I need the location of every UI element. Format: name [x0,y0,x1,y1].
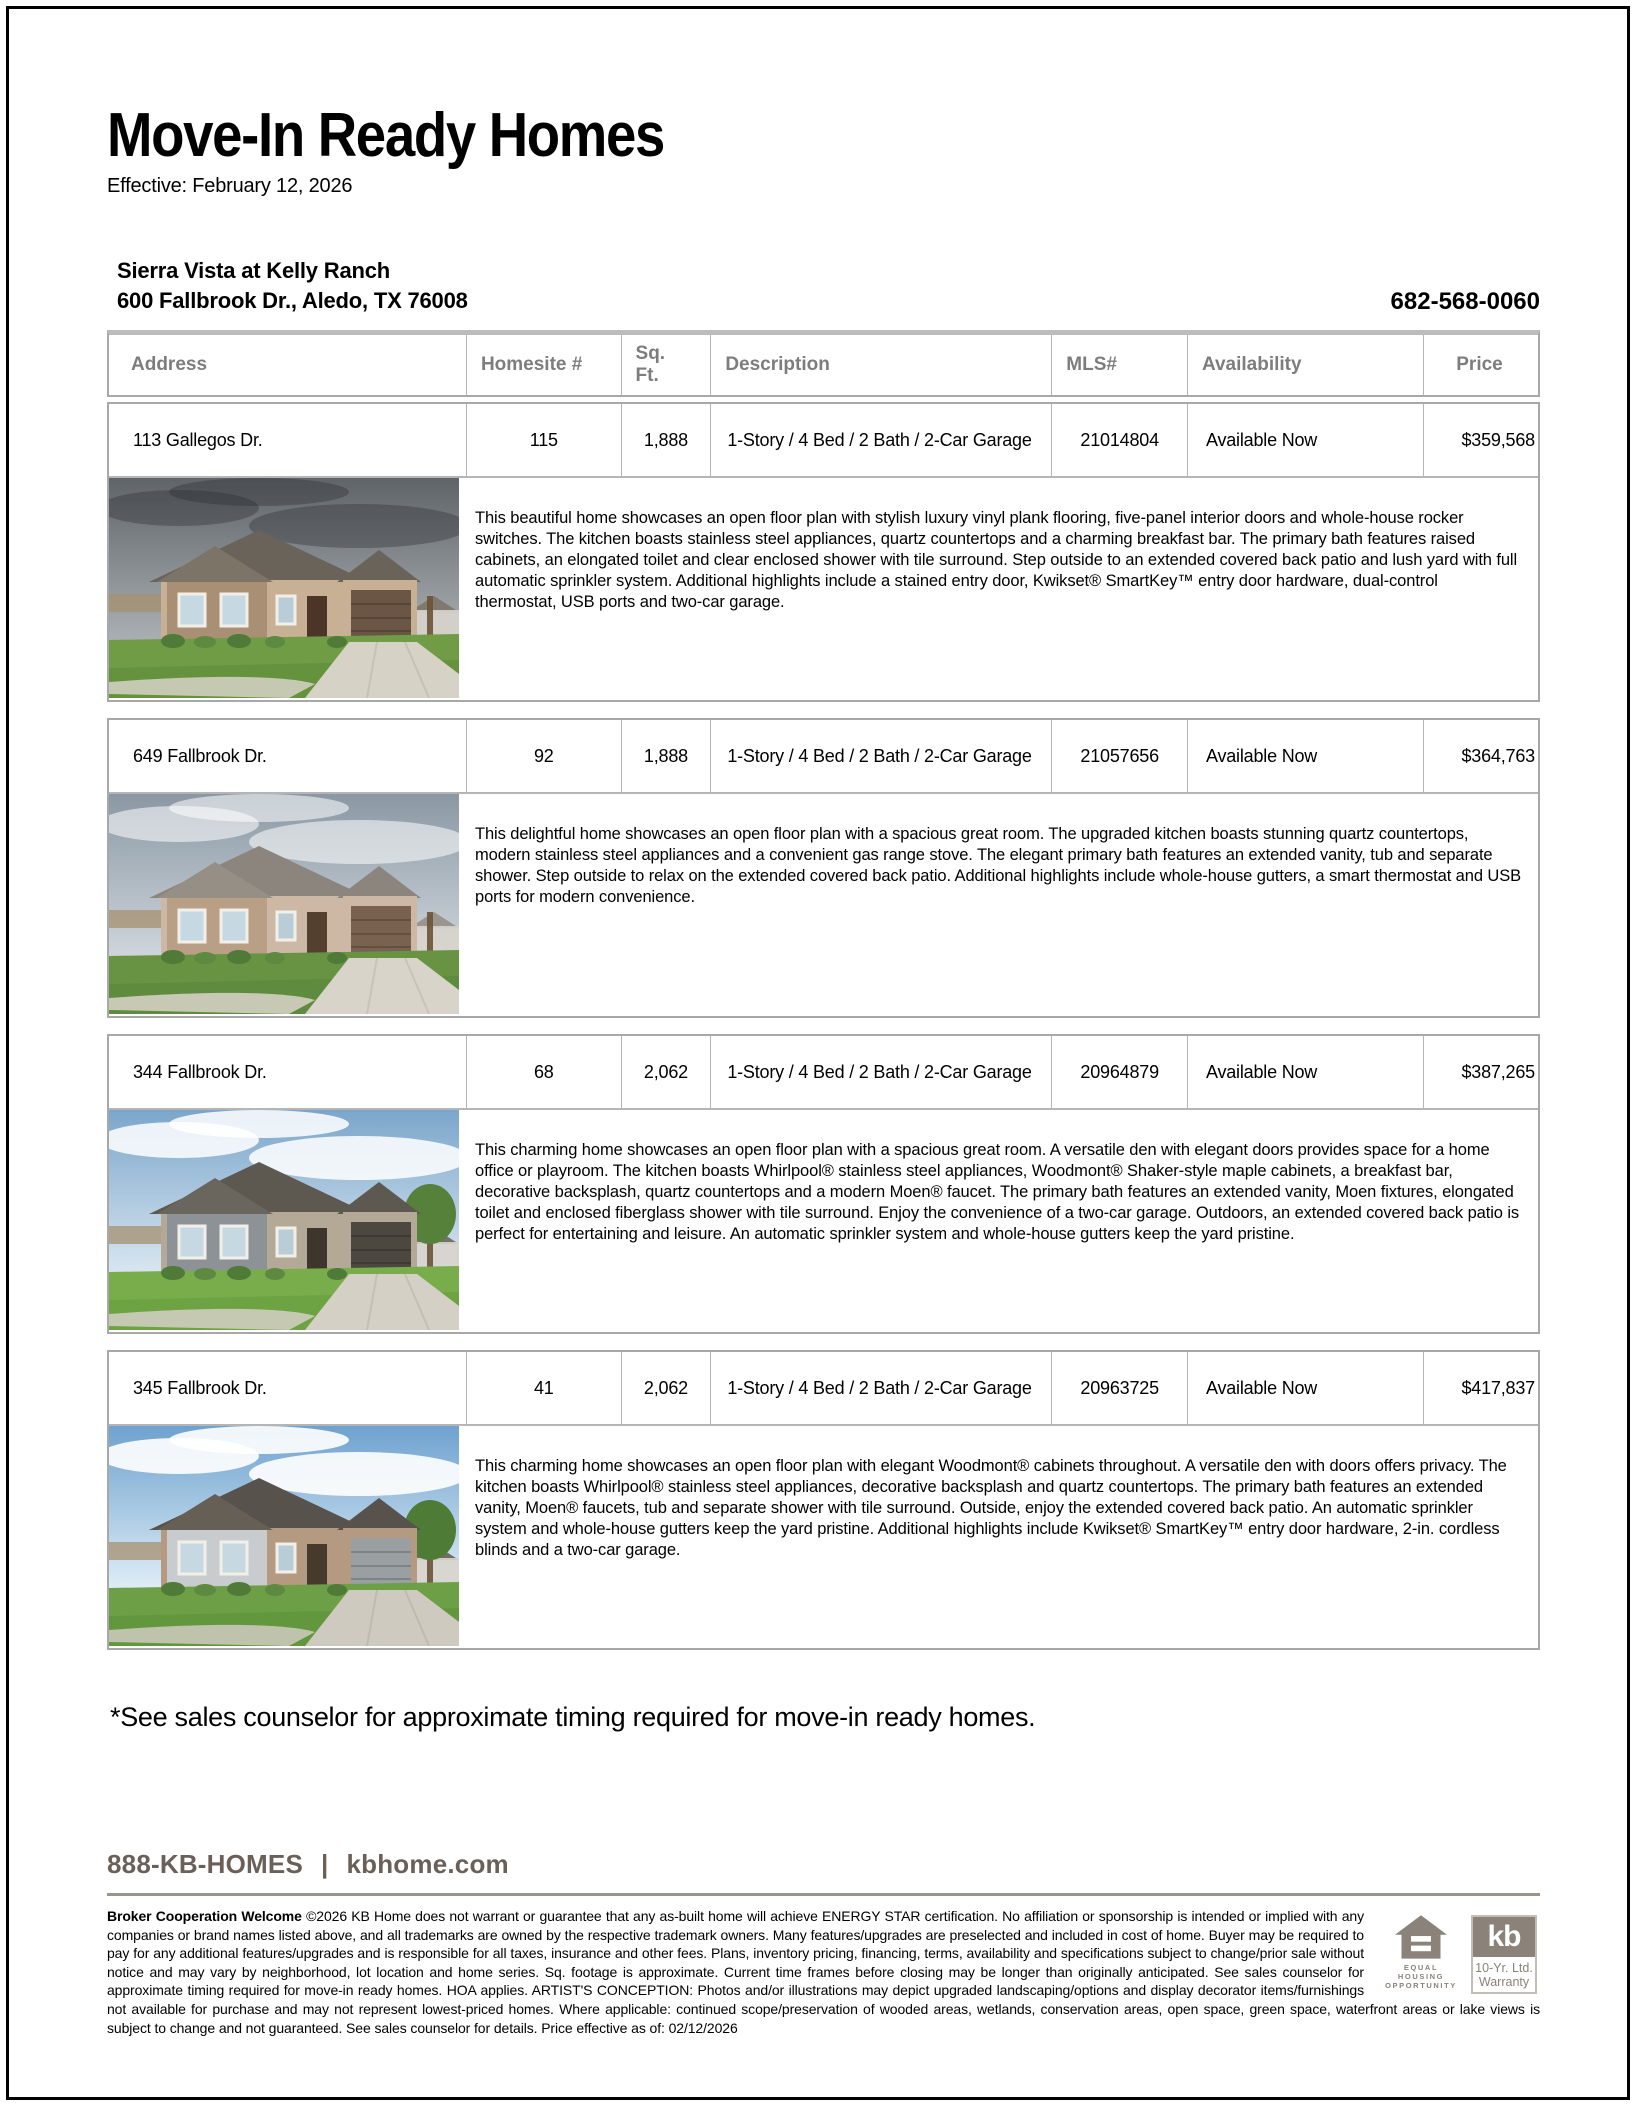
listing-sqft: 1,888 [621,720,711,792]
listing-availability: Available Now [1187,1036,1423,1108]
listing-mls: 20963725 [1051,1352,1187,1424]
footer-phone: 888-KB-HOMES [107,1849,303,1879]
listing-description: 1-Story / 4 Bed / 2 Bath / 2-Car Garage [710,1352,1051,1424]
listing-homesite: 68 [466,1036,621,1108]
listing-details-text: This delightful home showcases an open floor plan with a spacious great room. The upgraded kitchen boasts stunning quartz countertops, modern stainless steel appliances and a convenient gas range stove. The elegant primary bath features an extended vanity, tub and separate shower. Step outside to relax on the extended covered back patio. Additional highlights include whole-house gutters, a smart thermostat and USB ports for modern convenience. [475,825,1522,906]
table-row [109,1352,1538,1426]
disclaimer-body: ©2026 KB Home does not warrant or guarantee that any as-built home will achieve ENERGY STAR certification. No affiliation or sponsorship is intended or implied with any companies or brand names listed above, and all trademarks are owned by the respective trademark owners. Many features/upgrades are preselected and included in cost of home. Buyer may be required to pay for any additional features/upgrades and is responsible for all taxes, insurance and other fees. Plans, inventory pricing, financing, terms, availability and specifications subject to change/prior sale without notice and may vary by neighborhood, lot location and home series. Sq. footage is approximate. Current time frames before closing may be longer than originally anticipated. See sales counselor for approximate timing required for move-in ready homes. HOA applies. ARTIST'S CONCEPTION: Photos and/or illustrations may depict upgraded landscaping/options and display decorator items/furnishings not available for purchase and may not represent lowest-priced homes. Where applicable: continued scope/preservation of wooded areas, wetlands, conservation areas, open space, green space, waterfront areas or lake views is subject to change and not guaranteed. See sales counselor for details. Price effective as of: 02/12/2026 [107,1908,1540,2036]
listing-photo [109,1110,459,1330]
listing-mls: 21014804 [1051,404,1187,476]
community-name: Sierra Vista at Kelly Ranch [117,258,390,283]
listing-photo [109,1426,459,1646]
legal-disclaimer-section [107,1907,1540,2037]
header-cell-price: Price [1423,335,1538,395]
listing-mls: 20964879 [1051,1036,1187,1108]
table-header-row [107,330,1540,397]
listing-availability: Available Now [1187,1352,1423,1424]
listing-address: 113 Gallegos Dr. [133,429,263,450]
kb-logo: kb [1473,1917,1535,1957]
legal-disclaimer-text [107,1907,1540,2037]
header-cell-address: Address [131,354,208,375]
listing-photo [109,794,459,1014]
listing-block [107,718,1540,1018]
listing-availability: Available Now [1187,404,1423,476]
sales-counselor-footnote: *See sales counselor for approximate timing required for move-in ready homes. [110,1702,1036,1732]
listing-details-text: This charming home showcases an open floor plan with elegant Woodmont® cabinets throughout. A versatile den with doors offers privacy. The kitchen boasts Whirlpool® stainless steel appliances, decorative backsplash and quartz countertops. The primary bath features an extended vanity, Moen® faucets, tub and separate shower with tile surround. Outside, enjoy the extended covered back patio. An automatic sprinkler system and whole-house gutters keep the yard pristine. Additional highlights include Kwikset® SmartKey™ entry door hardware, 2-in. cordless blinds and a two-car garage. [475,1457,1507,1559]
listing-sqft: 2,062 [621,1036,711,1108]
equal-housing-house-icon [1395,1915,1447,1961]
listing-block [107,1034,1540,1334]
listing-address: 344 Fallbrook Dr. [133,1061,267,1082]
kb-warranty-label: 10-Yr. Ltd. Warranty [1475,1961,1533,1989]
listing-price: $364,763 [1423,720,1538,792]
listing-photo [109,478,459,698]
footer-contact [107,1849,1540,1880]
community-header [107,256,1540,316]
equal-housing-logo [1380,1915,1462,1990]
listing-sqft: 1,888 [621,404,711,476]
header-cell-availability: Availability [1187,335,1423,395]
listing-block [107,402,1540,702]
listing-price: $417,837 [1423,1352,1538,1424]
listing-availability: Available Now [1187,720,1423,792]
listing-description: 1-Story / 4 Bed / 2 Bath / 2-Car Garage [710,404,1051,476]
listing-address: 345 Fallbrook Dr. [133,1377,267,1398]
listing-description: 1-Story / 4 Bed / 2 Bath / 2-Car Garage [710,1036,1051,1108]
disclaimer-lead: Broker Cooperation Welcome [107,1908,302,1924]
listing-details-text: This charming home showcases an open floor plan with a spacious great room. A versatile den with elegant doors provides space for a home office or playroom. The kitchen boasts Whirlpool® stainless steel appliances, Woodmont® Shaker-style maple cabinets, a breakfast bar, decorative backsplash, quartz countertops and a modern Moen® faucet. The primary bath features an extended vanity, Moen fixtures, elongated toilet and enclosed fiberglass shower with tile surround. Enjoy the convenience of a two-car garage. Outdoors, an extended covered back patio is perfect for entertaining and leisure. An automatic sprinkler system and whole-house gutters keep the yard pristine. [475,1141,1520,1243]
footer-website-link[interactable]: kbhome.com [346,1849,509,1879]
listing-homesite: 92 [466,720,621,792]
listing-details-text: This beautiful home showcases an open floor plan with stylish luxury vinyl plank flooring, five-panel interior doors and whole-house rocker switches. The kitchen boasts stainless steel appliances, quartz countertops and a charming breakfast bar. The primary bath features raised cabinets, an elongated toilet and clear enclosed shower with tile surround. Step outside to an extended covered back patio and lush yard with full automatic sprinkler system. Additional highlights include a stained entry door, Kwikset® SmartKey™ entry door hardware, dual-control thermostat, USB ports and two-car garage. [475,509,1518,611]
header-cell-mls: MLS# [1051,335,1187,395]
community-info [117,256,468,316]
footer-separator: | [321,1849,329,1879]
table-row [109,1036,1538,1110]
header-cell-homesite: Homesite # [466,335,621,395]
listing-homesite: 115 [466,404,621,476]
community-address: 600 Fallbrook Dr., Aledo, TX 76008 [117,288,468,313]
kb-warranty-badge [1471,1915,1537,1994]
listing-sqft: 2,062 [621,1352,711,1424]
header-cell-description: Description [710,335,1051,395]
flyer-page [107,0,1540,2037]
listing-detail [109,1110,1538,1332]
listing-block [107,1350,1540,1650]
equal-housing-label: EQUAL HOUSING OPPORTUNITY [1385,1963,1457,1990]
footer-logos [1380,1915,1540,1994]
community-phone: 682-568-0060 [1390,288,1540,315]
listing-detail [109,794,1538,1016]
table-row [109,720,1538,794]
page-title: Move-In Ready Homes [107,101,665,170]
listing-mls: 21057656 [1051,720,1187,792]
listing-detail [109,478,1538,700]
listing-address: 649 Fallbrook Dr. [133,745,267,766]
header-cell-sqft: Sq. Ft. [621,335,711,395]
listing-price: $359,568 [1423,404,1538,476]
listing-detail [109,1426,1538,1648]
listings-table [107,330,1540,1650]
table-row [109,404,1538,478]
listing-price: $387,265 [1423,1036,1538,1108]
listing-homesite: 41 [466,1352,621,1424]
effective-date: Effective: February 12, 2026 [107,175,353,197]
footer-divider [107,1893,1540,1896]
listing-description: 1-Story / 4 Bed / 2 Bath / 2-Car Garage [710,720,1051,792]
